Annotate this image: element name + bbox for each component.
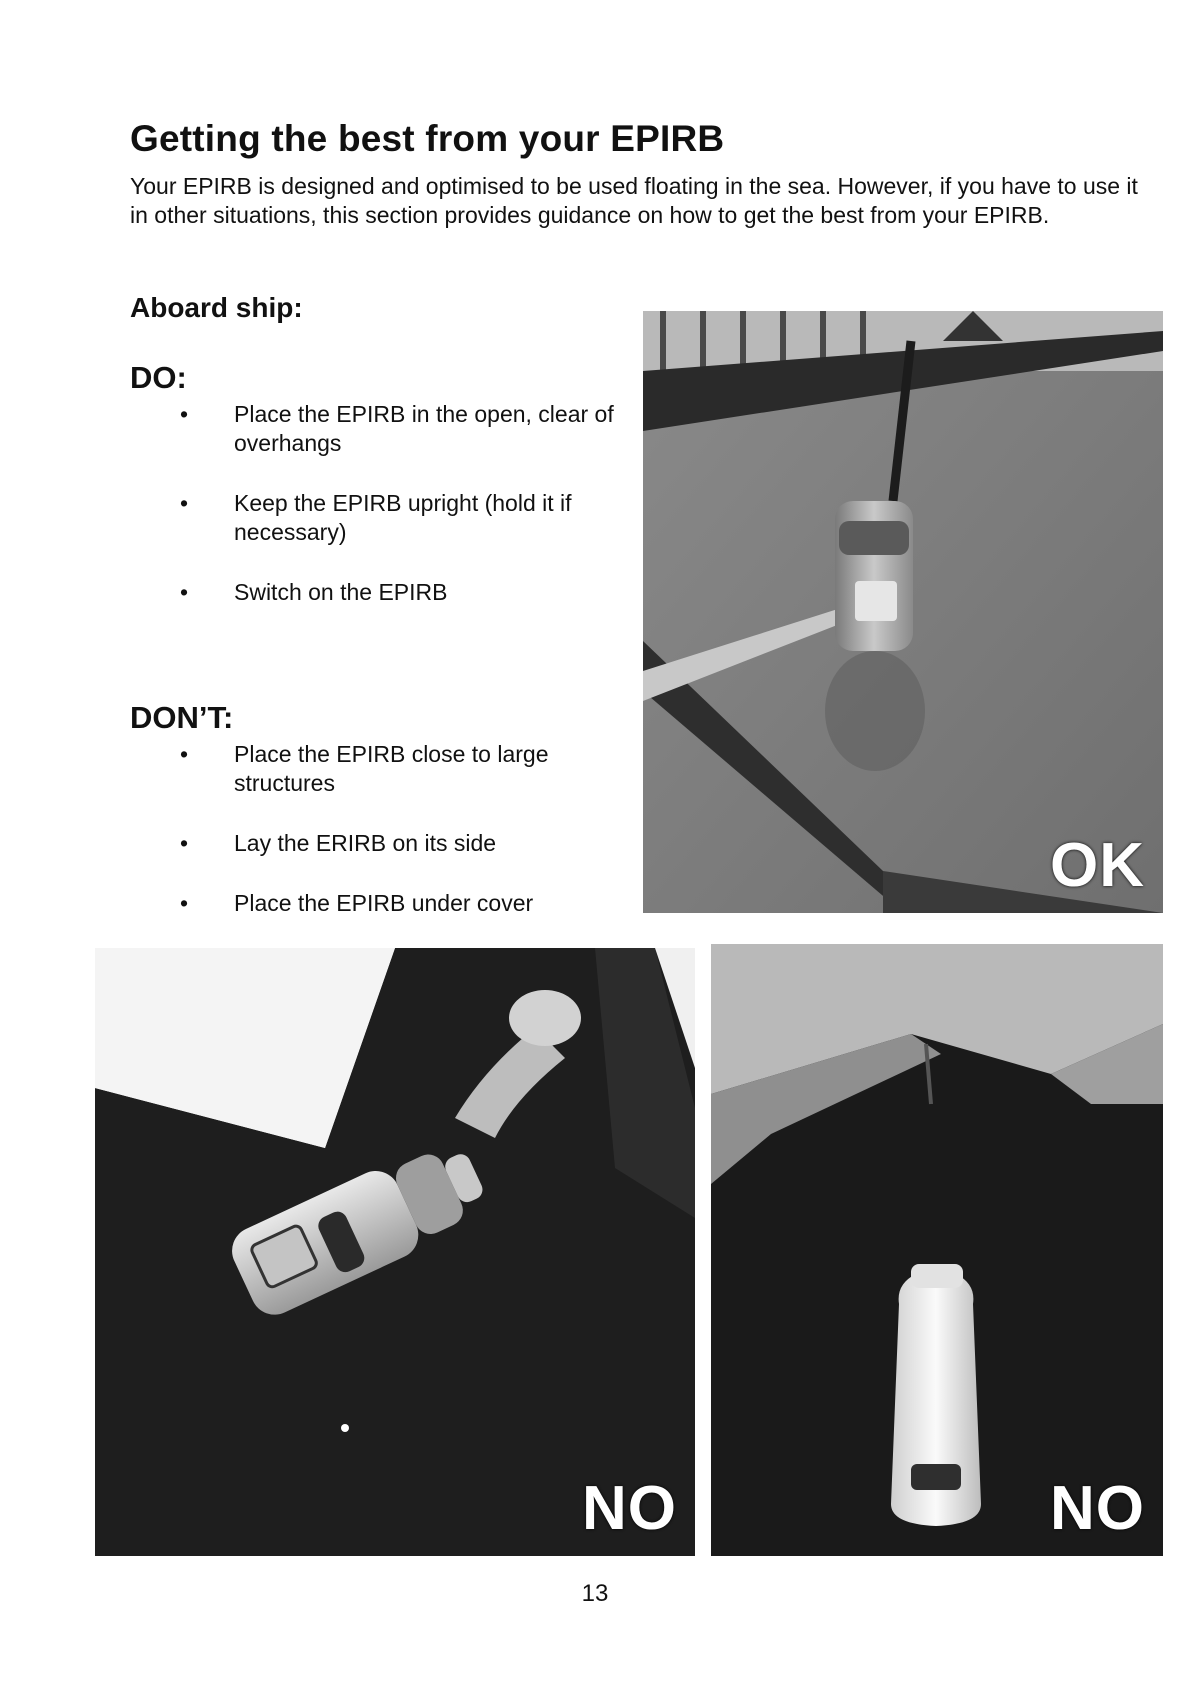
photo-epirb-open-deck <box>643 311 1163 913</box>
dont-item: • Lay the ERIRB on its side <box>180 829 620 858</box>
do-item: • Keep the EPIRB upright (hold it if necessary) <box>180 489 620 547</box>
dont-item: • Place the EPIRB under cover <box>180 889 620 918</box>
do-list <box>180 400 620 638</box>
photo-epirb-on-side <box>95 948 695 1556</box>
intro-paragraph: Your EPIRB is designed and optimised to be used floating in the sea. However, if you have to use it in other situations, this section provides guidance on how to get the best from your EPIRB. <box>130 173 1138 228</box>
do-heading: DO: <box>130 360 187 395</box>
photo-illustration-no-cover <box>711 944 1163 1556</box>
page-number: 13 <box>581 1580 609 1607</box>
photo-epirb-under-cover <box>711 944 1163 1556</box>
dont-list <box>180 740 620 949</box>
photo-illustration-no-side <box>95 948 695 1556</box>
dont-heading: DON’T: <box>130 700 234 735</box>
no-badge-1: NO <box>582 1474 677 1543</box>
dont-item: • Place the EPIRB close to large structures <box>180 740 620 798</box>
section-subheading: Aboard ship: <box>130 292 303 323</box>
page-title: Getting the best from your EPIRB <box>130 118 725 159</box>
ok-badge: OK <box>1050 831 1145 900</box>
do-item: • Place the EPIRB in the open, clear of overhangs <box>180 400 620 458</box>
no-badge-2: NO <box>1050 1474 1145 1543</box>
do-item: • Switch on the EPIRB <box>180 578 620 607</box>
photo-illustration-ok <box>643 311 1163 913</box>
